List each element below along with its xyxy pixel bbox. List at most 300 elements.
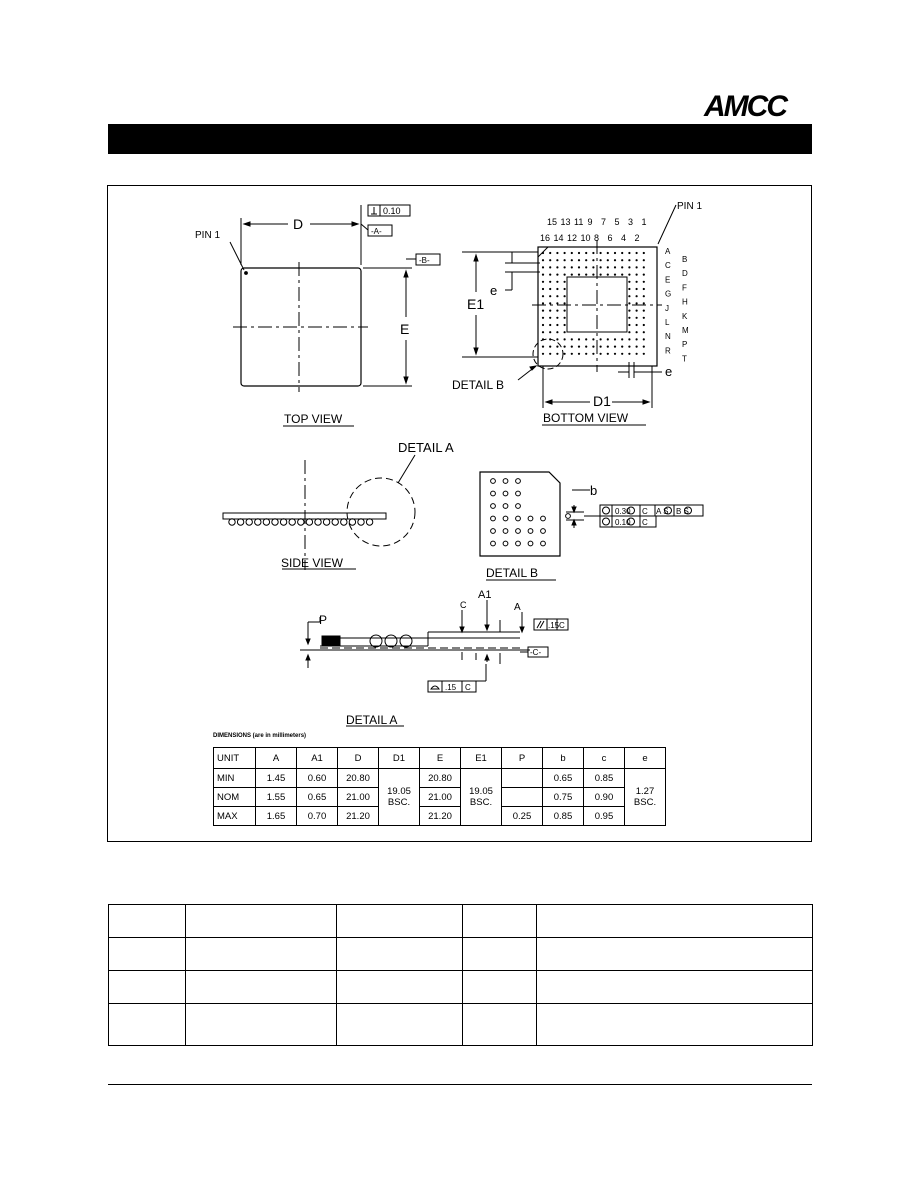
solder-ball (564, 266, 566, 268)
bottom-view-pin1-label: PIN 1 (677, 201, 703, 212)
side-solder-ball (332, 519, 338, 525)
solder-ball (628, 346, 630, 348)
detail-a-label-a: A (514, 602, 521, 613)
bottom-view-column-label: 12 (567, 233, 578, 243)
solder-ball (549, 281, 551, 283)
solder-ball (556, 353, 558, 355)
detail-b-dim-b: b (590, 483, 598, 498)
cell-unit: NOM (214, 788, 256, 807)
solder-ball (556, 274, 558, 276)
revision-cell (537, 1004, 813, 1046)
solder-ball (556, 295, 558, 297)
cell-pitch-note: BSC. (633, 797, 657, 808)
cell-a: 1.45 (256, 769, 297, 788)
top-view-flatness: 0.10 (383, 206, 401, 216)
solder-ball (549, 274, 551, 276)
solder-ball (564, 353, 566, 355)
revision-row (109, 905, 813, 938)
bottom-view-row-label: B (682, 255, 688, 264)
solder-ball (556, 281, 558, 283)
solder-ball (643, 274, 645, 276)
ball-grid (542, 252, 645, 355)
solder-ball (636, 338, 638, 340)
solder-ball (549, 317, 551, 319)
footer-rule (108, 1084, 812, 1085)
header-cell-unit: UNIT (214, 748, 256, 769)
side-solder-ball (366, 519, 372, 525)
cell-p (502, 788, 543, 807)
revision-cell (186, 971, 337, 1004)
solder-ball (585, 338, 587, 340)
revision-row (109, 1004, 813, 1046)
solder-ball (643, 288, 645, 290)
solder-ball (621, 274, 623, 276)
solder-ball (571, 259, 573, 261)
revision-table (108, 904, 813, 1046)
detail-a-title: DETAIL A (346, 713, 398, 727)
solder-ball (614, 346, 616, 348)
cell-p: 0.25 (502, 807, 543, 826)
detail-b-ball (491, 516, 496, 521)
detail-a (300, 600, 568, 726)
bottom-view-column-label: 15 (547, 217, 558, 227)
side-solder-ball (341, 519, 347, 525)
solder-ball (556, 259, 558, 261)
solder-ball (628, 295, 630, 297)
solder-ball (578, 252, 580, 254)
solder-ball (556, 346, 558, 348)
solder-ball (549, 252, 551, 254)
revision-row (109, 971, 813, 1004)
solder-ball (578, 266, 580, 268)
cell-b: 0.75 (543, 788, 584, 807)
solder-ball (607, 353, 609, 355)
cell-pitch-value: 1.27 (635, 786, 655, 797)
solder-ball (571, 266, 573, 268)
solder-ball (542, 259, 544, 261)
side-view-title: SIDE VIEW (281, 556, 344, 570)
solder-ball (542, 353, 544, 355)
solder-ball (592, 346, 594, 348)
bottom-view-dim-d1: D1 (593, 393, 611, 409)
revision-cell (337, 971, 463, 1004)
solder-ball (643, 259, 645, 261)
cell-d: 21.00 (338, 788, 379, 807)
top-view-dim-e: E (400, 321, 410, 337)
cell-e: 21.20 (420, 807, 461, 826)
solder-ball (621, 346, 623, 348)
detail-b-ball (491, 491, 496, 496)
revision-cell (537, 905, 813, 938)
solder-ball (542, 295, 544, 297)
solder-ball (636, 346, 638, 348)
solder-ball (636, 353, 638, 355)
bottom-view-dim-e-vertical: e (490, 283, 498, 298)
cell-e: 20.80 (420, 769, 461, 788)
dimensions-row-nom (214, 788, 666, 807)
detail-b-ball (528, 541, 533, 546)
cell-a: 1.65 (256, 807, 297, 826)
detail-b-ball (491, 541, 496, 546)
solder-ball (542, 288, 544, 290)
solder-ball (556, 252, 558, 254)
cell-d: 21.20 (338, 807, 379, 826)
solder-ball (592, 274, 594, 276)
solder-ball (585, 266, 587, 268)
cell-c: 0.90 (584, 788, 625, 807)
detail-b-tol1-ref-b: B S (676, 507, 689, 516)
bottom-view-row-label: E (665, 275, 671, 285)
revision-cell (537, 938, 813, 971)
cell-unit: MAX (214, 807, 256, 826)
solder-ball (643, 310, 645, 312)
bottom-view-column-label: 9 (587, 217, 593, 227)
solder-ball (628, 266, 630, 268)
detail-b-title: DETAIL B (486, 566, 539, 580)
cell-c: 0.95 (584, 807, 625, 826)
solder-ball (578, 274, 580, 276)
detail-b-ball (516, 491, 521, 496)
solder-ball (564, 274, 566, 276)
bottom-view-column-label: 4 (621, 233, 627, 243)
bottom-view-column-label: 6 (607, 233, 613, 243)
solder-ball (621, 259, 623, 261)
side-solder-ball (272, 519, 278, 525)
bottom-view-column-label: 16 (540, 233, 551, 243)
side-solder-ball (289, 519, 295, 525)
bottom-view-column-label: 7 (601, 217, 607, 227)
header-cell-e: E (420, 748, 461, 769)
top-view-datum-a: -A- (371, 227, 382, 236)
revision-cell (537, 971, 813, 1004)
detail-b-ball (566, 514, 571, 519)
solder-ball (614, 274, 616, 276)
bottom-view-column-label: 11 (574, 217, 584, 227)
solder-ball (628, 281, 630, 283)
solder-ball (592, 353, 594, 355)
solder-ball (621, 353, 623, 355)
solder-ball (592, 338, 594, 340)
solder-ball (628, 324, 630, 326)
solder-ball (556, 288, 558, 290)
solder-ball (564, 252, 566, 254)
header-cell-a: A (256, 748, 297, 769)
solder-ball (549, 324, 551, 326)
bottom-view-row-label: R (665, 346, 671, 356)
bottom-view-column-label: 2 (634, 233, 640, 243)
dimensions-table (213, 747, 666, 826)
detail-b-ball (503, 516, 508, 521)
solder-ball (549, 346, 551, 348)
bottom-view-dim-e-horizontal: e (665, 364, 673, 379)
revision-cell (186, 905, 337, 938)
header-cell-d1: D1 (379, 748, 420, 769)
solder-ball (614, 266, 616, 268)
solder-ball (564, 281, 566, 283)
side-solder-ball (237, 519, 243, 525)
revision-cell (186, 1004, 337, 1046)
solder-ball (600, 266, 602, 268)
cell-d1-value: 19.05 (387, 786, 411, 797)
solder-ball (636, 302, 638, 304)
solder-ball (542, 324, 544, 326)
solder-ball (600, 274, 602, 276)
solder-ball (621, 338, 623, 340)
cell-a: 1.55 (256, 788, 297, 807)
solder-ball (542, 274, 544, 276)
bottom-view-row-label: A (665, 247, 671, 256)
cell-e1-note: BSC. (469, 797, 493, 808)
detail-b-ball (541, 516, 546, 521)
bottom-view-row-label: K (682, 311, 688, 321)
solder-ball (628, 302, 630, 304)
solder-ball (542, 266, 544, 268)
cell-p (502, 769, 543, 788)
revision-cell (463, 905, 537, 938)
revision-cell (109, 905, 186, 938)
header-cell-d: D (338, 748, 379, 769)
dimensions-row-min (214, 769, 666, 788)
solder-ball (628, 288, 630, 290)
dimensions-row-max (214, 807, 666, 826)
revision-cell (109, 938, 186, 971)
solder-ball (643, 331, 645, 333)
solder-ball (592, 252, 594, 254)
solder-ball (600, 338, 602, 340)
solder-ball (628, 338, 630, 340)
solder-ball (556, 302, 558, 304)
header-cell-p: P (502, 748, 543, 769)
solder-ball (636, 259, 638, 261)
bottom-view-row-label: D (682, 269, 688, 279)
detail-a-parallelism-ref: C (559, 621, 565, 630)
solder-ball (621, 266, 623, 268)
solder-ball (600, 346, 602, 348)
bottom-view-row-label: C (665, 261, 671, 271)
solder-ball (607, 266, 609, 268)
svg-text:AMCC: AMCC (704, 92, 786, 120)
solder-ball (556, 266, 558, 268)
solder-ball (643, 295, 645, 297)
side-solder-ball (280, 519, 286, 525)
solder-ball (636, 252, 638, 254)
revision-cell (337, 905, 463, 938)
solder-ball (578, 353, 580, 355)
detail-b-ball (516, 479, 521, 484)
solder-ball (628, 310, 630, 312)
solder-ball (542, 252, 544, 254)
revision-cell (463, 938, 537, 971)
solder-ball (643, 338, 645, 340)
solder-ball (636, 331, 638, 333)
solder-ball (571, 252, 573, 254)
solder-ball (643, 324, 645, 326)
solder-ball (556, 338, 558, 340)
detail-b-ball (516, 541, 521, 546)
revision-row (109, 938, 813, 971)
cell-b: 0.85 (543, 807, 584, 826)
top-view-dim-d: D (293, 216, 304, 232)
bottom-view-row-label: M (682, 326, 689, 335)
dimensions-header-row (214, 748, 666, 769)
detail-b-ball (491, 529, 496, 534)
solder-ball (614, 252, 616, 254)
cell-d: 20.80 (338, 769, 379, 788)
side-solder-ball (263, 519, 269, 525)
solder-ball (564, 295, 566, 297)
header-cell-a1: A1 (297, 748, 338, 769)
bottom-view-row-label: P (682, 340, 688, 350)
detail-a-datum-c: -C- (530, 648, 542, 657)
solder-ball (571, 338, 573, 340)
bottom-view-column-label: 14 (553, 233, 564, 243)
solder-ball (542, 302, 544, 304)
solder-ball (564, 302, 566, 304)
solder-ball (636, 288, 638, 290)
side-solder-ball (358, 519, 364, 525)
solder-ball (585, 274, 587, 276)
solder-ball (564, 310, 566, 312)
detail-a-profile: .15 (445, 683, 457, 692)
solder-ball (542, 346, 544, 348)
solder-ball (585, 259, 587, 261)
top-view (230, 205, 440, 426)
side-solder-ball (349, 519, 355, 525)
solder-ball (564, 259, 566, 261)
solder-ball (592, 266, 594, 268)
solder-ball (643, 302, 645, 304)
solder-ball (607, 259, 609, 261)
solder-ball (549, 288, 551, 290)
solder-ball (556, 324, 558, 326)
detail-a-parallelism: .15 (548, 621, 560, 630)
dimensions-caption: DIMENSIONS (are in millimeters) (213, 733, 307, 739)
solder-ball (636, 266, 638, 268)
top-view-pin1-label: PIN 1 (195, 230, 221, 241)
detail-b-ball (516, 529, 521, 534)
solder-ball (628, 331, 630, 333)
solder-ball (592, 259, 594, 261)
solder-ball (636, 295, 638, 297)
detail-a-label-a1: A1 (478, 589, 492, 601)
header-cell-e1: E1 (461, 748, 502, 769)
solder-ball (614, 338, 616, 340)
detail-b-ball (516, 504, 521, 509)
revision-cell (337, 1004, 463, 1046)
solder-ball (607, 338, 609, 340)
solder-ball (628, 259, 630, 261)
cell-unit: MIN (214, 769, 256, 788)
solder-ball (542, 281, 544, 283)
header-cell-pitch: e (625, 748, 666, 769)
solder-ball (643, 317, 645, 319)
solder-ball (607, 252, 609, 254)
solder-ball (643, 353, 645, 355)
cell-e1-value: 19.05 (469, 786, 493, 797)
solder-ball (564, 324, 566, 326)
cell-pitch (625, 769, 666, 826)
solder-ball (628, 353, 630, 355)
revision-cell (109, 1004, 186, 1046)
solder-ball (549, 266, 551, 268)
solder-ball (549, 295, 551, 297)
solder-ball (578, 338, 580, 340)
detail-b-tol1-ref-c: C (642, 507, 648, 516)
detail-a-label-c: C (460, 600, 467, 610)
detail-b-ball (503, 491, 508, 496)
cell-d1 (379, 769, 420, 826)
solder-ball (643, 252, 645, 254)
detail-a-profile-ref: C (465, 683, 471, 692)
side-view (223, 455, 415, 570)
solder-ball (549, 331, 551, 333)
bottom-view-row-label: N (665, 332, 671, 342)
side-solder-ball (229, 519, 235, 525)
detail-b-tol1: 0.30 (615, 507, 631, 516)
solder-ball (542, 310, 544, 312)
bottom-view-column-label: 8 (594, 233, 600, 243)
solder-ball (542, 331, 544, 333)
solder-ball (600, 353, 602, 355)
revision-cell (337, 938, 463, 971)
bottom-view-column-label: 10 (580, 233, 591, 243)
solder-ball (621, 252, 623, 254)
top-view-title: TOP VIEW (284, 412, 343, 426)
solder-ball (549, 259, 551, 261)
solder-ball (549, 310, 551, 312)
bottom-view-title: BOTTOM VIEW (543, 411, 629, 425)
detail-b-ball (503, 479, 508, 484)
revision-cell (463, 1004, 537, 1046)
detail-b-ball (491, 504, 496, 509)
cell-d1-note: BSC. (387, 797, 411, 808)
solder-ball (556, 310, 558, 312)
header-cell-c: c (584, 748, 625, 769)
cell-e: 21.00 (420, 788, 461, 807)
solder-ball (628, 274, 630, 276)
solder-ball (564, 317, 566, 319)
revision-cell (186, 938, 337, 971)
solder-ball (556, 331, 558, 333)
side-solder-ball (306, 519, 312, 525)
solder-ball (578, 259, 580, 261)
detail-b-ball (503, 541, 508, 546)
side-solder-ball (255, 519, 261, 525)
bottom-view-column-label: 13 (560, 217, 571, 227)
solder-ball (636, 281, 638, 283)
solder-ball (636, 324, 638, 326)
side-solder-ball (323, 519, 329, 525)
detail-b-ball (491, 479, 496, 484)
solder-ball (636, 274, 638, 276)
solder-ball (614, 259, 616, 261)
bottom-view-row-label: J (665, 303, 669, 313)
detail-b-ball (541, 541, 546, 546)
solder-ball (636, 310, 638, 312)
solder-ball (628, 317, 630, 319)
detail-b-ball (528, 529, 533, 534)
header-cell-b: b (543, 748, 584, 769)
solder-ball (607, 346, 609, 348)
solder-ball (600, 252, 602, 254)
detail-b-ball (503, 504, 508, 509)
solder-ball (564, 338, 566, 340)
solder-ball (614, 353, 616, 355)
detail-b-ball (528, 516, 533, 521)
solder-ball (564, 346, 566, 348)
bottom-view-column-label: 1 (641, 217, 647, 227)
cell-c: 0.85 (584, 769, 625, 788)
